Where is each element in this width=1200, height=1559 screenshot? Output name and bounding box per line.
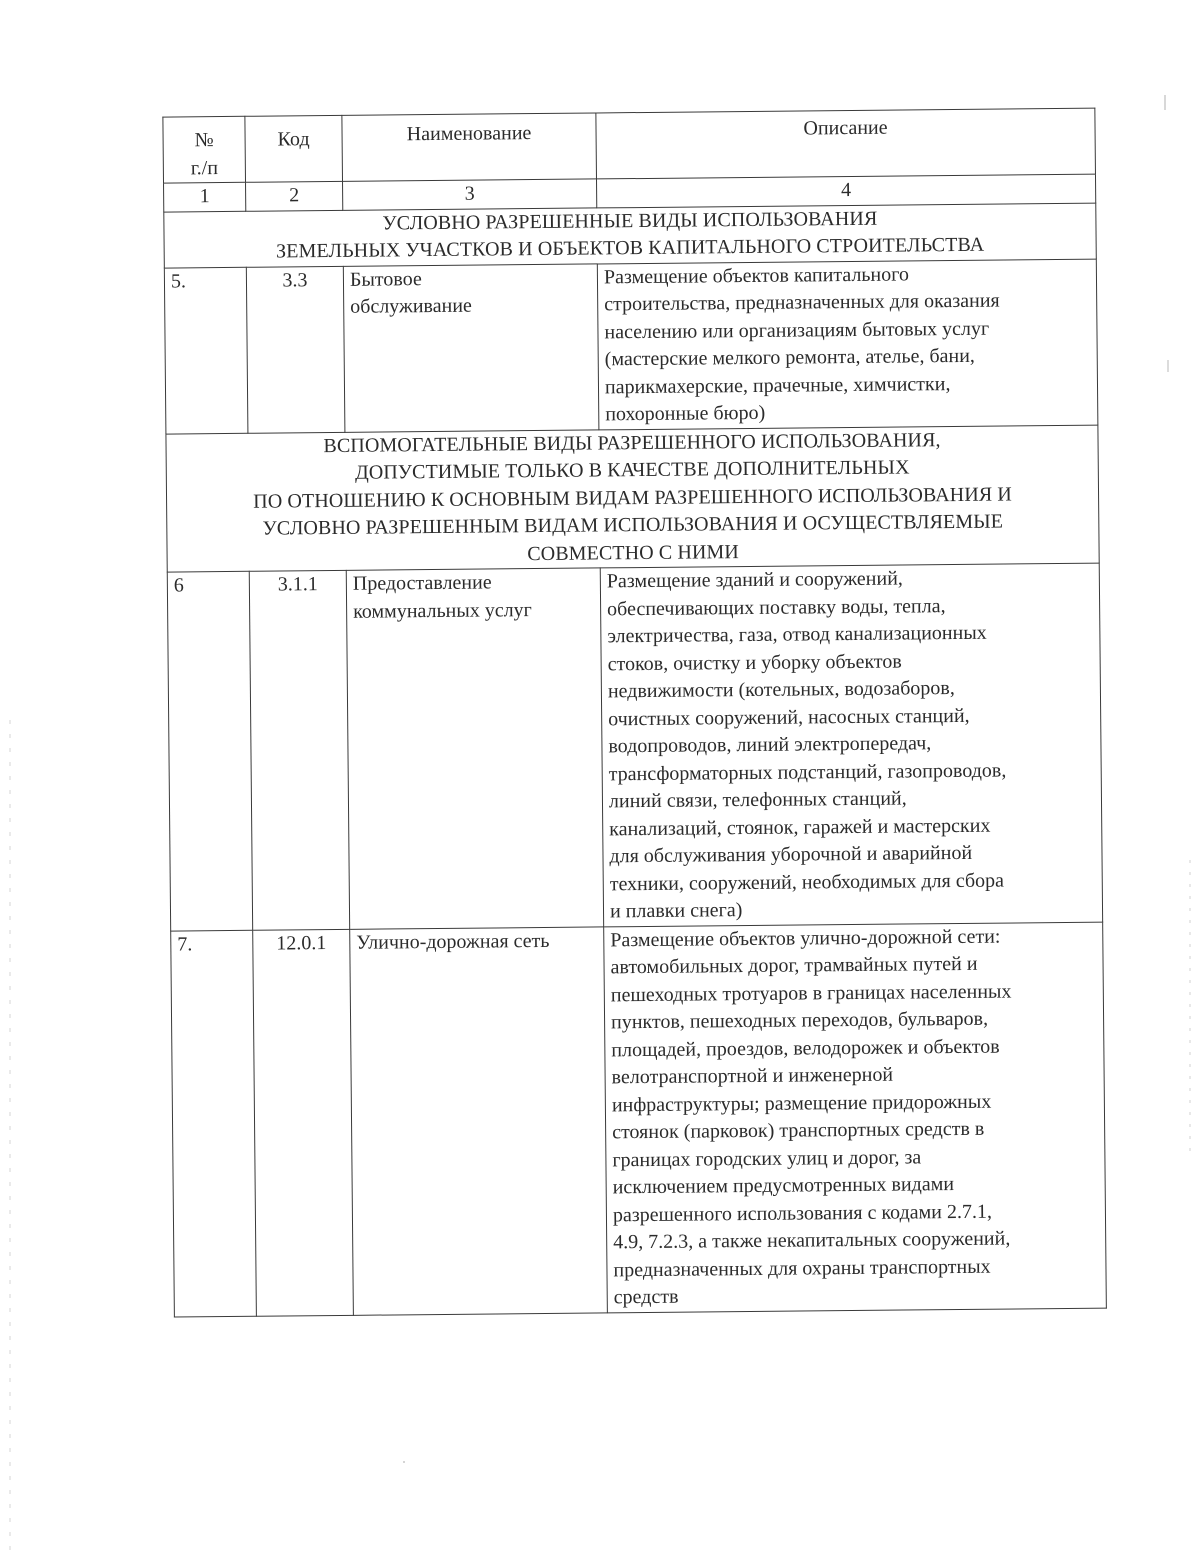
row-description-line: стоков, очистку и уборку объектов xyxy=(607,650,902,675)
row-description-line: и плавки снега) xyxy=(609,899,743,923)
section-heading-line: ВСПОМОГАТЕЛЬНЫЕ ВИДЫ РАЗРЕШЕННОГО ИСПОЛЬЗОВАНИЯ, xyxy=(323,428,941,457)
row-code: 12.0.1 xyxy=(253,929,354,1316)
row-description-line: средств xyxy=(613,1285,679,1309)
row-code: 3.1.1 xyxy=(249,570,349,929)
table-row xyxy=(171,922,1107,1317)
row-description xyxy=(600,563,1102,926)
column-number: 1 xyxy=(164,182,246,211)
row-description-line: пунктов, пешеходных переходов, бульваров, xyxy=(610,1007,989,1034)
table-header-row xyxy=(163,108,1096,183)
row-description-line: предназначенных для охраны транспортных xyxy=(613,1255,991,1281)
column-number: 3 xyxy=(343,179,597,210)
section-heading-line: ДОПУСТИМЫЕ ТОЛЬКО В КАЧЕСТВЕ ДОПОЛНИТЕЛЬНЫХ xyxy=(354,456,910,484)
row-description-line: Размещение объектов капитального xyxy=(603,262,909,288)
row-description-line: электричества, газа, отвод канализационных xyxy=(607,621,987,648)
row-description-line: инфраструктуры; размещение придорожных xyxy=(611,1090,992,1116)
header-number xyxy=(163,116,246,183)
row-name-line: коммунальных услуг xyxy=(353,598,532,623)
land-use-table xyxy=(162,108,1106,1317)
section-heading-line: УСЛОВНО РАЗРЕШЕННЫМ ВИДАМ ИСПОЛЬЗОВАНИЯ И ОСУЩЕСТВЛЯЕМЫЕ xyxy=(262,510,1004,540)
row-description-line: стоянок (парковок) транспортных средств в xyxy=(612,1117,985,1144)
row-description-line: для обслуживания уборочной и аварийной xyxy=(609,841,973,868)
row-description-line: 4.9, 7.2.3, а также некапитальных сооружений, xyxy=(613,1227,1011,1254)
section-heading-line: УСЛОВНО РАЗРЕШЕННЫЕ ВИДЫ ИСПОЛЬЗОВАНИЯ xyxy=(382,207,878,234)
row-name xyxy=(343,263,599,431)
row-description-line: трансформаторных подстанций, газопроводов, xyxy=(608,759,1007,785)
row-description-line: Размещение зданий и сооружений, xyxy=(606,567,903,593)
header-name: Наименование xyxy=(342,113,597,181)
row-description-line: водопроводов, линий электропередач, xyxy=(608,732,932,758)
section-heading-line: ЗЕМЕЛЬНЫХ УЧАСТКОВ И ОБЪЕКТОВ КАПИТАЛЬНОГО СТРОИТЕЛЬСТВА xyxy=(275,233,985,263)
row-description-line: автомобильных дорог, трамвайных путей и xyxy=(610,952,978,979)
header-code: Код xyxy=(245,115,343,182)
row-description-line: исключением предусмотренных видами xyxy=(612,1173,955,1199)
row-number: 5. xyxy=(164,267,248,434)
section-heading-auxiliary xyxy=(166,425,1099,572)
row-description xyxy=(597,259,1098,430)
row-description-line: парикмахерские, прачечные, химчистки, xyxy=(604,372,951,398)
section-heading-conditional xyxy=(164,203,1096,268)
column-number: 2 xyxy=(246,181,343,210)
row-number: 7. xyxy=(171,930,257,1317)
row-description-line: строительства, предназначенных для оказания xyxy=(604,289,1000,316)
row-description-line: велотранспортной и инженерной xyxy=(611,1063,894,1089)
header-number-symbol: № xyxy=(194,129,214,152)
row-description-line: похоронные бюро) xyxy=(605,401,766,426)
row-description-line: населению или организациям бытовых услуг xyxy=(604,317,990,343)
column-number: 4 xyxy=(596,174,1095,207)
row-description xyxy=(604,922,1107,1313)
row-description-line: линий связи, телефонных станций, xyxy=(608,787,907,813)
row-description-line: недвижимости (котельных, водозаборов, xyxy=(607,677,955,703)
row-description-line: очистных сооружений, насосных станций, xyxy=(608,704,970,730)
header-description: Описание xyxy=(596,108,1096,179)
row-description-line: площадей, проездов, велодорожек и объектов xyxy=(611,1035,1000,1061)
row-description-line: (мастерские мелкого ремонта, ателье, бани, xyxy=(604,344,975,371)
row-description-line: обеспечивающих поставку воды, тепла, xyxy=(607,594,946,620)
row-description-line: Размещение объектов улично-дорожной сети: xyxy=(610,925,1001,951)
row-description-line: техники, сооружений, необходимых для сбора xyxy=(609,869,1005,895)
row-name-line: Предоставление xyxy=(352,571,492,595)
section-row-auxiliary xyxy=(166,425,1099,572)
row-name xyxy=(346,568,603,929)
row-number: 6 xyxy=(167,571,252,930)
row-code: 3.3 xyxy=(246,266,345,433)
table-row xyxy=(164,259,1098,434)
section-row-conditional xyxy=(164,203,1096,268)
section-heading-line: ПО ОТНОШЕНИЮ К ОСНОВНЫМ ВИДАМ РАЗРЕШЕННОГО ИСПОЛЬЗОВАНИЯ И xyxy=(253,482,1012,513)
row-name-line: обслуживание xyxy=(350,294,472,318)
table-row xyxy=(167,563,1102,930)
row-name-line: Бытовое xyxy=(349,267,422,291)
section-heading-line: СОВМЕСТНО С НИМИ xyxy=(527,540,739,565)
row-description-line: пешеходных тротуаров в границах населенных xyxy=(610,979,1012,1006)
row-name: Улично-дорожная сеть xyxy=(350,926,608,1314)
row-description-line: разрешенного использования с кодами 2.7.1, xyxy=(612,1200,993,1226)
row-description-line: границах городских улиц и дорог, за xyxy=(612,1145,922,1171)
header-number-abbr: г./п xyxy=(190,156,219,179)
row-description-line: канализаций, стоянок, гаражей и мастерских xyxy=(609,814,991,840)
